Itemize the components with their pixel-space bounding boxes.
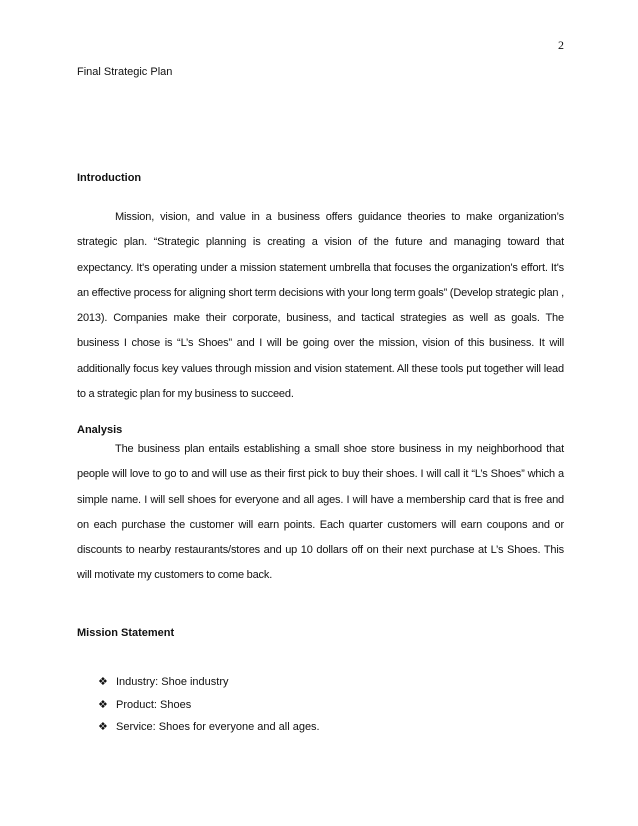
analysis-paragraph: The business plan entails establishing a small shoe store business in my neighborhood that people will love to go to and will use as their first pick to buy their shoes. I will call it “L’s Shoes” which a simple name. I will sell shoes for everyone and all ages. I will have a membership card that is free and on each purchase the customer will earn points. Each quarter customers will earn coupons and or discounts to nearby restaurants/stores and up 10 dollars off on their next purchase at L’s Shoes. This will motivate my customers to come back. [77,443,564,582]
page-number: 2 [558,38,564,52]
list-item-text: Service: Shoes for everyone and all ages. [116,721,320,733]
list-item-text: Industry: Shoe industry [116,676,229,688]
document-title: Final Strategic Plan [77,66,173,78]
diamond-bullet-icon: ❖ [98,698,108,711]
diamond-bullet-icon: ❖ [98,676,108,688]
diamond-bullet-icon: ❖ [98,721,108,733]
section-introduction [77,205,564,407]
heading-mission-statement: Mission Statement [77,627,175,639]
list-item [98,719,320,742]
list-item-text: Product: Shoes [116,698,192,711]
introduction-paragraph: Mission, vision, and value in a business offers guidance theories to make organization’s strategic plan. “Strategic planning is creating a vision of the future and managing toward that expectancy. It's operating under a mission statement umbrella that focuses the organization's effort. It's an effective process for aligning short term decisions with your long term goals” (Develop strategic plan , 2013). Companies make their corporate, business, and tactical strategies as well as goals. The business I chose is “L’s Shoes” and I will be going over the mission, vision of this business. It will additionally focus key values through mission and vision statement. All these tools put together will lead to a strategic plan for my business to succeed. [77,211,564,401]
mission-bullet-list [98,674,320,742]
list-item [98,674,320,697]
heading-analysis: Analysis [77,424,123,436]
section-analysis [77,437,564,589]
list-item [98,697,320,720]
heading-introduction: Introduction [77,172,142,184]
